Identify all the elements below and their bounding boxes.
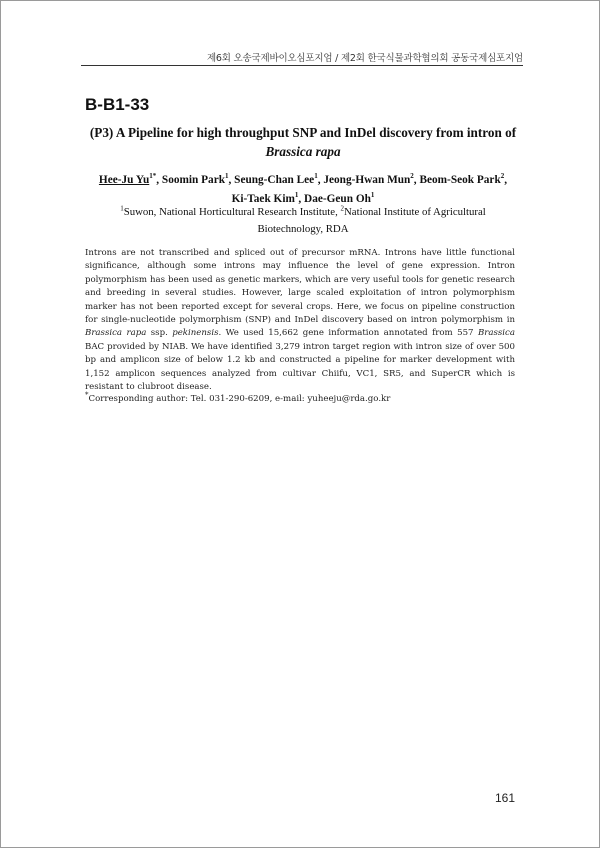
title-species: Brassica rapa: [265, 144, 341, 159]
author-name: Ki-Taek Kim: [231, 193, 295, 205]
affil-mark: 2: [340, 204, 344, 213]
abstract-text: BAC provided by NIAB. We have identified 3,279 intron target region with intron size of over 500 bp and amplicon size of below 1.2 kb and constructed a pipeline for marker development with 1,152 amplicon sequences analyzed from cultivar Chiifu, VC1, SR5, and SuperCR which is resistant to clubroot disease.: [85, 341, 515, 393]
author-name: Jeong-Hwan Mun: [323, 174, 411, 186]
author-list: Hee-Ju $Yu^{1*}$, Soomin Park$^1$, Seung-Chan Lee$^1$, Jeong-Hwan Mun$^2$, Beom-Seok Park$^2$, Ki-Taek Kim$^1$, Dae-Geun Oh$^1$: [98, 172, 508, 205]
abstract-text: Introns are not transcribed and spliced out of precursor mRNA. Introns have little functional significance, although some introns may influence the level of gene expression. Intron polymorphism has been used as genetic markers, which are very useful tools for genetic research and breeding in several studies. However, large scaled exploitation of intron polymorphism marker has not been reported except for several crops. Here, we focus on pipeline construction for single-nucleotide polymorphism (SNP) and InDel discovery based on intron polymorphism in: [85, 248, 515, 326]
header-rule: [81, 65, 523, 66]
subspecies-name: pekinensis: [172, 328, 219, 339]
abstract-body: [85, 247, 515, 394]
abstract-text: ssp.: [146, 328, 173, 339]
running-header: 제6회 오송국제바이오심포지엄 / 제2회 한국식물과학협의회 공동국제심포지엄: [206, 53, 523, 64]
affiliation-2-cont: Biotechnology, RDA: [257, 223, 349, 235]
affiliation-2: National Institute of Agricultural: [343, 206, 486, 218]
genus-name: Brassica: [477, 328, 515, 339]
affiliations: [85, 204, 521, 238]
author-affil-mark: 1: [370, 191, 375, 200]
author-name: Hee-Ju Yu: [98, 174, 150, 186]
paper-title: [85, 123, 521, 161]
author-name: Seung-Chan Lee: [234, 174, 315, 186]
author-affil-mark: 2: [500, 172, 505, 181]
author-affil-mark: 2: [410, 172, 414, 181]
corresponding-text: Corresponding author: Tel. 031-290-6209, e-mail: yuheeju@rda.go.kr: [88, 394, 391, 404]
session-code: B-B1-33: [85, 95, 150, 114]
author-name: Soomin Park: [161, 174, 225, 186]
author-affil-mark: 1: [294, 191, 299, 200]
author-name: Dae-Geun Oh: [304, 193, 371, 205]
page-number: 161: [495, 791, 516, 805]
affiliation-1: Suwon, National Horticultural Research Institute,: [123, 206, 341, 218]
author-name: Beom-Seok Park: [419, 174, 501, 186]
affil-mark: 1: [120, 204, 124, 213]
author-affil-mark: 1*: [149, 172, 157, 181]
title-text: (P3) A Pipeline for high throughput SNP and InDel discovery from intron of: [89, 125, 517, 140]
corresponding-mark: *: [85, 391, 89, 400]
corresponding-author: [85, 393, 521, 406]
author-affil-mark: 1: [314, 172, 318, 181]
species-name: Brassica rapa: [85, 328, 147, 339]
author-affil-mark: 1: [225, 172, 229, 181]
abstract-text: . We used 15,662 gene information annotated from 557: [218, 328, 478, 339]
